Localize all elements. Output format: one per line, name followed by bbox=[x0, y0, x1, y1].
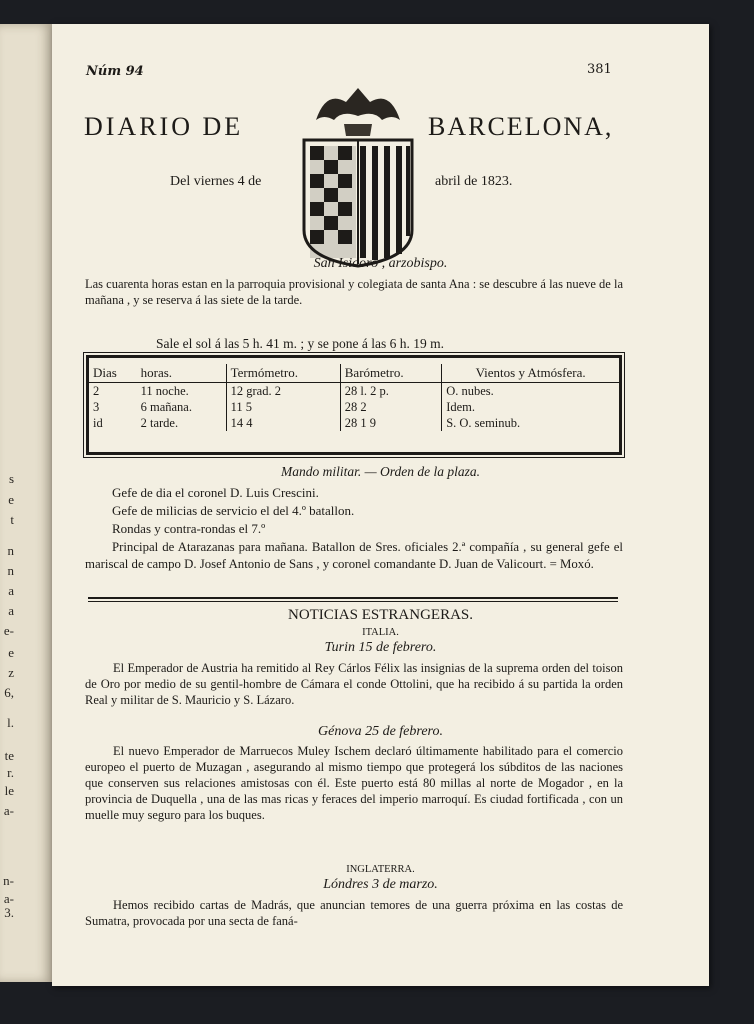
left-page-text-fragment: 6, bbox=[4, 685, 14, 700]
table-cell: 11 noche. bbox=[137, 383, 227, 400]
table-cell: O. nubes. bbox=[446, 384, 494, 398]
section-england: INGLATERRA. bbox=[346, 864, 415, 875]
left-page-text-fragment: s bbox=[8, 471, 14, 486]
page-number: 381 bbox=[587, 62, 612, 77]
col-header-days: Dias bbox=[89, 364, 137, 383]
left-page-text-fragment: e bbox=[8, 645, 14, 660]
barcelona-coat-of-arms-icon bbox=[296, 80, 420, 270]
weather-observations-table bbox=[86, 355, 622, 455]
section-divider bbox=[88, 597, 618, 602]
table-cell: 14 4 bbox=[226, 415, 340, 431]
col-header-hours: horas. bbox=[137, 364, 227, 383]
saint-of-the-day: San Isidoro , arzobispo. bbox=[313, 256, 448, 271]
article-london: Hemos recibido cartas de Madrás, que anuncian temores de una guerra próxima en las costas de Sumatra, provocada por una secta de faná- bbox=[85, 898, 623, 928]
col-header-winds: Vientos y Atmósfera. bbox=[442, 364, 619, 383]
masthead-title-left: DIARIO DE bbox=[84, 112, 244, 141]
table-row bbox=[89, 383, 619, 400]
left-page-text-fragment: t bbox=[10, 512, 14, 527]
table-cell: 2 tarde. bbox=[137, 415, 227, 431]
table-cell: Idem. bbox=[446, 400, 475, 414]
forty-hours-notice: Las cuarenta horas estan en la parroquia provisional y colegiata de santa Ana : se descubre á las nueve de la mañana , y se reserva á las siete de la tarde. bbox=[85, 277, 623, 307]
left-page-text-fragment: a bbox=[8, 583, 14, 598]
military-paragraph: Principal de Atarazanas para mañana. Batallon de Sres. oficiales 2.ª compañía , su general gefe el mariscal de campo D. Josef Antonio de Sans , y coronel comandante D. Juan de Valicourt. = Moxó. bbox=[85, 540, 623, 571]
left-page-text-fragment: l. bbox=[7, 715, 14, 730]
table-cell: 3 bbox=[93, 400, 100, 414]
left-page-text-fragment: te bbox=[4, 748, 14, 763]
left-page-text-fragment: n bbox=[7, 563, 14, 578]
table-cell: S. O. seminub. bbox=[446, 416, 521, 430]
table-cell: id bbox=[93, 416, 103, 430]
table-cell: 28 2 bbox=[340, 399, 441, 415]
left-page-text-fragment: n- bbox=[3, 873, 14, 888]
issue-date-right: abril de 1823. bbox=[435, 174, 513, 189]
table-cell: 28 1 9 bbox=[340, 415, 441, 431]
left-page-text-fragment: 3. bbox=[4, 905, 14, 920]
issue-date-left: Del viernes 4 de bbox=[170, 174, 262, 189]
dateline-turin: Turin 15 de febrero. bbox=[324, 640, 437, 655]
left-page-text-fragment: le bbox=[4, 783, 14, 798]
news-heading: NOTICIAS ESTRANGERAS. bbox=[287, 607, 473, 623]
left-page-text-fragment: z bbox=[8, 665, 14, 680]
table-cell: 12 grad. 2 bbox=[226, 383, 340, 400]
military-heading: Mando militar. — Orden de la plaza. bbox=[281, 464, 480, 479]
military-line: Gefe de dia el coronel D. Luis Crescini. bbox=[112, 485, 319, 500]
table-row bbox=[89, 399, 619, 415]
left-page-text-fragment: a- bbox=[3, 803, 14, 818]
issue-number: Núm 94 bbox=[86, 64, 144, 79]
military-line: Rondas y contra-rondas el 7.º bbox=[112, 521, 266, 536]
table-cell: 28 l. 2 p. bbox=[340, 383, 441, 400]
article-genoa: El nuevo Emperador de Marruecos Muley Ischem declaró últimamente habilitado para el comercio europeo el puerto de Muzagan , asegurando al mismo tiempo que protegerá los súbditos de las naciones que conserven sus relaciones amistosas con él. Este puerto está 80 millas al norte de Mogador , en la provincia de Duquella , una de las mas ricas y feraces del imperio marroquí. Es ciudad fortificada , con un muelle muy seguro para los buques. bbox=[85, 744, 623, 822]
left-page-text-fragment: n bbox=[7, 543, 14, 558]
left-page-text-fragment: e- bbox=[3, 623, 14, 638]
sunrise-sunset: Sale el sol á las 5 h. 41 m. ; y se pone á las 6 h. 19 m. bbox=[156, 336, 444, 351]
table-cell: 6 mañana. bbox=[137, 399, 227, 415]
left-page-edge bbox=[0, 24, 54, 982]
article-turin: El Emperador de Austria ha remitido al Rey Cárlos Félix las insignias de la suprema orden del toison de Oro por medio de su gentil-hombre de Cámara el conde Ottolini, que ha recibido á su partida la orden Real y militar de S. Mauricio y S. Lázaro. bbox=[85, 661, 623, 707]
section-italy: ITALIA. bbox=[362, 627, 399, 638]
table-cell: 11 5 bbox=[226, 399, 340, 415]
col-header-barometer: Barómetro. bbox=[340, 364, 441, 383]
table-row bbox=[89, 415, 619, 431]
left-page-text-fragment: a- bbox=[3, 891, 14, 906]
military-line: Gefe de milicias de servicio el del 4.º batallon. bbox=[112, 503, 355, 518]
col-header-thermometer: Termómetro. bbox=[226, 364, 340, 383]
table-cell: 2 bbox=[93, 384, 100, 398]
newspaper-page bbox=[52, 24, 709, 986]
left-page-text-fragment: r. bbox=[7, 765, 14, 780]
dateline-london: Lóndres 3 de marzo. bbox=[323, 877, 438, 892]
left-page-text-fragment: e bbox=[8, 492, 14, 507]
masthead-title-right: BARCELONA, bbox=[428, 112, 614, 141]
left-page-text-fragment: a bbox=[8, 603, 14, 618]
dateline-genoa: Génova 25 de febrero. bbox=[318, 724, 443, 739]
